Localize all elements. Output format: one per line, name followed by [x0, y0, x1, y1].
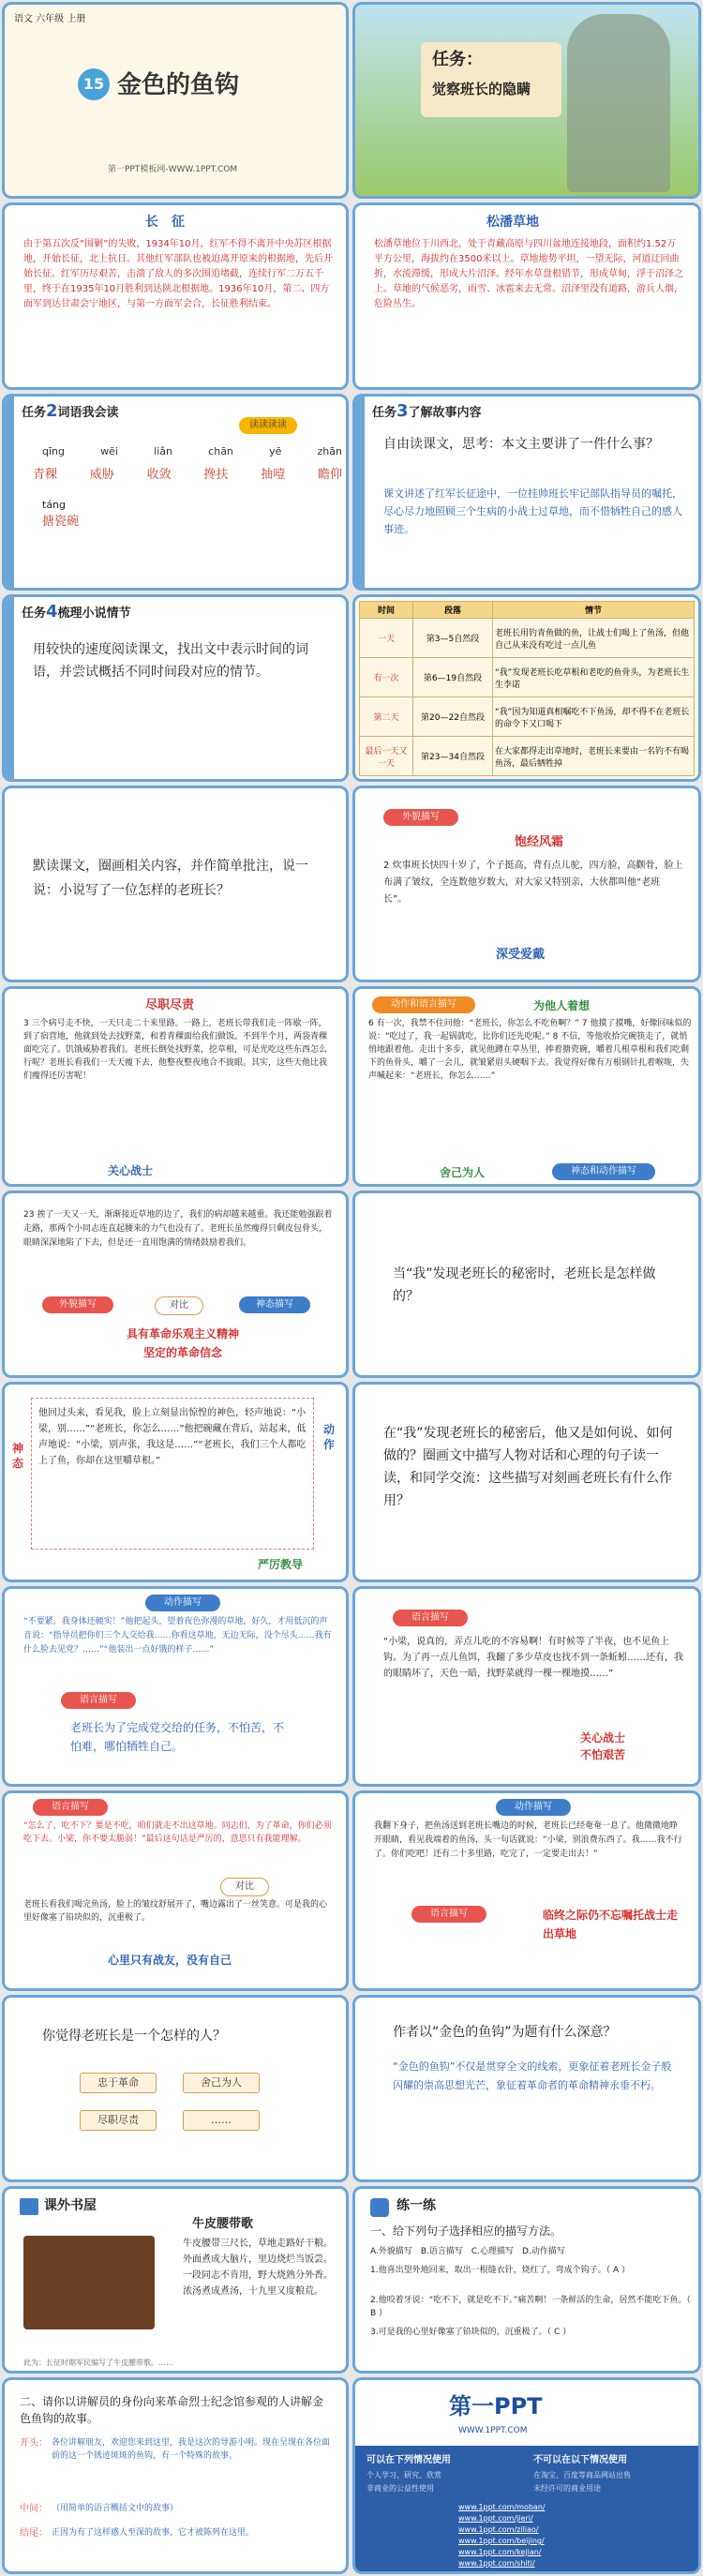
table-row	[360, 619, 695, 658]
part-text: 各位讲解朋友，欢迎您来到这里，我是这次的导游小明。现在呈现在各位面前的这一个锈迹斑斑的鱼钩，有一个特殊的故事。	[52, 2438, 331, 2461]
task-text: 词语我会读	[57, 406, 119, 420]
column-header: 段落	[413, 602, 493, 619]
table-cell: 最后一天又一天	[360, 737, 413, 776]
trait-pill: 尽职尽责	[80, 2110, 157, 2131]
expression-action-tag: 神态和动作描写	[552, 1163, 655, 1180]
slide-2-long-march	[2, 202, 349, 390]
question: 当“我”发现老班长的秘密时，老班长是怎样做的？	[393, 1266, 656, 1304]
slide-4-words	[2, 394, 349, 591]
slide-10-selfless	[352, 986, 701, 1187]
section-title: 课外书屋	[44, 2198, 97, 2213]
slide-15-mission	[2, 1586, 349, 1787]
trait-pill: 忠于革命	[80, 2073, 157, 2093]
word: 收敛	[146, 468, 172, 482]
pencil-icon	[370, 2198, 389, 2217]
forbidden-item: 未经许可的商业用途	[533, 2484, 601, 2493]
question: 作者以“金色的鱼钩”为题有什么深意？	[393, 2025, 617, 2040]
table-cell: 第23—34自然段	[413, 737, 493, 776]
annotation-bottom: 具有革命乐观主义精神 坚定的革命信念	[126, 1327, 239, 1359]
slide-8-appearance	[352, 786, 701, 982]
accent-bar	[5, 597, 14, 779]
link[interactable]: www.1ppt.com/moban/	[458, 2503, 546, 2511]
slide-24-license	[352, 2377, 701, 2574]
table-cell: 一天	[360, 619, 413, 658]
slide-20-title-meaning	[352, 1995, 701, 2182]
slide-7-prompt	[2, 786, 349, 982]
question: 你觉得老班长是一个怎样的人？	[42, 2029, 226, 2044]
book-icon	[20, 2198, 38, 2215]
passage: 6 有一次，我禁不住问他：“老班长，你怎么不吃鱼啊？” 7 他摸了摸嘴，好像回味似的说：“吃过了，我一起锅就吃，比你们还先吃呢。” 8 不信，等他收拾完碗筷走了，就悄悄地跟着他。走出十多步，就见他蹲在草丛里，捧着搪瓷碗，嚼着几根草根和我们吃剩下的鱼骨头，嚼了一会儿，就皱紧眉头硬咽下去。我觉得好像有万根钢针扎着喉咙，失声喊起来：“老班长，你怎么……”	[368, 1019, 692, 1081]
instructions: 用较快的速度阅读课文，找出文中表示时间的词语，并尝试概括不同时间段对应的情节。	[33, 642, 308, 680]
annotation-right: 关心战士 不怕艰苦	[580, 1731, 626, 1761]
slide-18-last-words	[352, 1790, 701, 1991]
annotation-bottom: 舍己为人	[440, 1166, 486, 1179]
section-body: 松潘草地位于川西北，处于青藏高原与四川盆地连接地段，面积约1.52万平方公里，海拔约在3500米以上。草地地势平坦，一望无际，河道迂回曲折，水流滞缓，形成大片沼泽。经年水草盘根错节，形成草甸，浮于沼泽之上。草地的气候恶劣，雨雪、冰雹来去无常。沼泽里没有道路，游兵人烟，危险丛生。	[374, 239, 683, 309]
question-heading: 二、请你以讲解员的身份向来革命烈士纪念馆参观的人讲解金色鱼钩的故事。	[20, 2395, 324, 2425]
table-cell: “我”发现老班长吃草根和老吃的鱼骨头，为老班长生生李诺	[493, 658, 695, 697]
expression-tag: 神态描写	[239, 1296, 310, 1313]
slide-1b-task	[352, 2, 701, 199]
prompt-text: 默读课文，圈画相关内容，并作简单批注，说一说：小说写了一位怎样的老班长？	[33, 859, 308, 898]
passage: 我翻下身子，把鱼汤送到老班长嘴边的时候，老班长已经奄奄一息了。他微微地睁开眼睛，看见我端着的鱼汤，头一句话就说：“小梁，别浪费东西了。我……我不行了。你们吃吧！还有二十多里路，吃完了，一定要走出去！”	[374, 1821, 682, 1859]
action-language-tag: 动作和语言描写	[372, 996, 475, 1013]
annotation-bottom: 严厉教导	[258, 1558, 304, 1571]
options: A.外貌描写 B.语言描写 C.心理描写 D.动作描写	[370, 2247, 565, 2256]
lesson-number: 15	[82, 75, 105, 93]
table-row	[360, 697, 695, 737]
link[interactable]: www.1ppt.com/ziliao/	[458, 2525, 539, 2534]
link[interactable]: www.1ppt.com/jieri/	[458, 2514, 533, 2523]
task-prefix: 任务	[22, 607, 47, 621]
word: 搪瓷碗	[42, 515, 80, 529]
sentence-2: 2.他咬着牙说：“吃不下，就是吃不下。”痛苦啊！一条鲜活的生命，居然不能吃下鱼。（ B ）	[370, 2296, 691, 2318]
trait-pill: 舍己为人	[183, 2073, 260, 2093]
passage: “不要紧，我身体还硬实！”他把起头，望着夜色弥漫的草地，好久，才用低沉的声音说：“指导员把你们三个人交给我……你看这草地，无边无际，没个尽头……我有什么脸去见党？……”“他装出一点好饿的样子……”	[23, 1617, 332, 1655]
part-label: 结尾：	[20, 2528, 48, 2539]
accent-bar	[355, 397, 365, 588]
word: 威胁	[89, 468, 114, 482]
trait-pill: ……	[183, 2110, 260, 2131]
slide-22-practice	[352, 2186, 701, 2374]
task-card	[421, 42, 561, 117]
part-label: 中间：	[20, 2504, 48, 2514]
slide-6b-plot-table	[352, 594, 701, 782]
word-row	[33, 464, 342, 482]
pinyin: táng	[42, 499, 67, 511]
table-cell: 第6—19自然段	[413, 658, 493, 697]
plot-table	[359, 601, 695, 776]
table-cell: 老班长用钓青鱼做的鱼，让战士们喝上了鱼汤，但他自己从来没有吃过一点儿鱼	[493, 619, 695, 658]
passage: 23 挨了一天又一天，渐渐接近草地的边了，我们的病却越来越重。我还能勉强跟着走路，那两个小同志连直起腰来的力气也没有了。老班长虽然瘦得只剩皮包骨头，眼睛深深地陷了下去，但是还一直用饱满的情绪鼓励着我们。	[23, 1210, 333, 1248]
table-header	[360, 602, 695, 619]
poem-body: 牛皮腰带三尺长，草地走路好干粮。外面煮成大脑片，里边烧烂当饭尝。一段同志不肯用，野大烧熟分外香。浓汤煮成煮汤，十九里又度粮荒。	[183, 2239, 333, 2297]
pinyin: qīng	[42, 445, 65, 457]
task-prefix: 任务	[372, 406, 397, 420]
task-number: 2	[46, 401, 58, 421]
read-badge: 读读读读	[239, 417, 297, 434]
annotation-label: 饱经风霜	[515, 835, 564, 849]
slide-13-stern	[2, 1382, 349, 1582]
section-title: 松潘草地	[486, 215, 539, 230]
pinyin: chān	[208, 445, 233, 457]
language-tag: 语言描写	[61, 1692, 136, 1709]
language-tag: 语言描写	[393, 1610, 468, 1626]
appearance-tag: 外貌描写	[42, 1296, 113, 1313]
link[interactable]: www.1ppt.com/beijing/	[458, 2537, 545, 2545]
forbidden-title: 不可以在以下情况使用	[533, 2455, 627, 2465]
column-header: 情节	[493, 602, 695, 619]
appearance-tag: 外貌描写	[383, 809, 458, 826]
pinyin: zhān	[317, 445, 342, 457]
answer: “金色的鱼钩”不仅是贯穿全文的线索，更象征着老班长金子般闪耀的崇高思想光芒，象征着革命者的革命精神永垂不朽。	[393, 2060, 672, 2091]
part-text: （用简单的语言概括文中的故事）	[52, 2504, 179, 2513]
passage: 3 三个病号走不快，一天只走二十来里路。一路上，老班长带我们走一阵歇一阵，到了宿营地，他就到处去找野菜，和着青稞面给我们做饭。不到半个月，两袋青稞面吃完了。饥饿威胁着我们。老班长倒处找野菜，挖草根，可是光吃这些东西怎么行呢？老班长看我们一天天瘦下去，他整夜整夜地合不拢眼。其实，这些天他比我们瘦得还厉害呢！	[23, 1019, 328, 1081]
link[interactable]: www.1ppt.com/shiti/	[458, 2559, 535, 2568]
brand-url: WWW.1PPT.COM	[458, 2426, 528, 2435]
slide-3-grassland	[352, 202, 701, 390]
slide-6-plot	[2, 594, 349, 782]
link[interactable]: www.1ppt.com/kejian/	[458, 2548, 542, 2556]
table-cell: 第二天	[360, 697, 413, 737]
pinyin: yē	[269, 445, 282, 457]
task-text: 了解故事内容	[408, 406, 482, 420]
side-label-right: 动作	[323, 1423, 336, 1451]
table-cell: “我”因为知道真相嘱吃不下鱼汤，却不得不在老班长的命令下又口喝下	[493, 697, 695, 737]
grade-label: 语文 六年级 上册	[14, 14, 86, 24]
slide-1-cover	[2, 2, 349, 199]
table-row	[360, 658, 695, 697]
annotation-bottom: 心里只有战友，没有自己	[108, 1954, 232, 1967]
task-text: 觉察班长的隐瞒	[432, 81, 531, 97]
passage: “小梁，说真的，弄点儿吃的不容易啊！有时候等了半夜，也不见鱼上钩。为了再一点儿鱼饵，我翻了多少草皮也找不到一条蚯蚓……还有，我的眼睛坏了，天色一暗，找野菜就得一棵一棵地摸……”	[383, 1637, 683, 1679]
allowed-item: 非商业的公益性使用	[366, 2484, 434, 2493]
contrast-tag: 对比	[155, 1296, 203, 1315]
soldier-illustration	[567, 14, 670, 192]
slide-5-content	[352, 394, 701, 591]
pinyin: wēi	[100, 445, 118, 457]
slide-17-comrades	[2, 1790, 349, 1991]
annotation-top: 尽职尽责	[145, 998, 195, 1012]
sentence-1: 1.他喜出望外地回来，取出一根缝衣针，烧红了，弯成个钩子。（ A ）	[370, 2266, 630, 2275]
question: 自由读课文，思考：本文主要讲了一件什么事？	[383, 437, 659, 452]
logo-panel	[355, 2380, 698, 2446]
slide-9-duty	[2, 986, 349, 1187]
column-header: 时间	[360, 602, 413, 619]
table-cell: 有一次	[360, 658, 413, 697]
task-prefix: 任务	[22, 406, 47, 420]
slide-11-spirit	[2, 1191, 349, 1378]
word: 抽噎	[261, 468, 286, 482]
table-row	[360, 737, 695, 776]
pinyin: liǎn	[154, 445, 172, 457]
section-title: 练一练	[396, 2198, 436, 2213]
action-tag: 动作描写	[145, 1595, 220, 1611]
word: 瞻仰	[317, 468, 342, 482]
sentence-3: 3.可是我的心里好像塞了铅块似的，沉重极了。（ C ）	[370, 2328, 572, 2337]
accent-bar	[5, 397, 14, 588]
section-title: 长 征	[145, 215, 185, 230]
task-heading	[22, 401, 119, 421]
task-number: 4	[46, 602, 58, 622]
belt-photo	[23, 2236, 155, 2329]
part-label: 开头：	[20, 2438, 48, 2449]
word: 青稞	[33, 468, 58, 482]
part-text: 正因为有了这样感人至深的故事，它才被陈列在这里。	[52, 2528, 255, 2538]
answer: 课文讲述了红军长征途中，一位挂帅班长牢记部队指导员的嘱托，尽心尽力地照顾三个生病的小战士过草地，而不惜牺牲自己的感人事迹。	[383, 487, 682, 535]
allowed-title: 可以在下列情况使用	[366, 2455, 451, 2465]
annotation-bottom: 老班长为了完成党交给的任务，不怕苦，不怕难，哪怕牺牲自己。	[70, 1721, 285, 1753]
lesson-title: 金色的鱼钩	[117, 71, 240, 99]
action-tag: 动作描写	[496, 1799, 571, 1816]
task-text: 梳理小说情节	[57, 607, 131, 621]
passage: 他回过头来，看见我，脸上立刻显出惊惶的神色，轻声地说：“小梁，别……”“老班长，你怎么……”他把碗藏在背后，站起来，低声地说：“小梁，别声张，我这是……”“老班长，我们三个人都吃上了鱼，你却在这里嚼草根。”	[38, 1408, 307, 1466]
site-footer: 第一PPT模板网-WWW.1PPT.COM	[108, 165, 238, 174]
annotation-right: 临终之际仍不忘嘱托战士走出草地	[543, 1909, 679, 1940]
side-label-left: 神态	[12, 1442, 24, 1470]
poem-title: 牛皮腰带歌	[192, 2217, 254, 2231]
pinyin-row	[42, 445, 342, 457]
task-number: 3	[396, 401, 409, 421]
slide-19-character	[2, 1995, 349, 2182]
passage: 2 炊事班长快四十岁了，个子挺高，背有点儿驼，四方脸，高颧骨，脸上布满了皱纹，全连数他岁数大，对大家又特别亲，大伙都叫他“老班长”。	[383, 861, 683, 905]
task-heading	[22, 602, 131, 622]
question-heading: 一、给下列句子选择相应的描写方法。	[370, 2224, 562, 2238]
slide-12-question	[352, 1191, 701, 1378]
slide-21-reading	[2, 2186, 349, 2374]
table-cell: 在大家都得走出草地时，老班长来要由一名钓不有喝鱼汤，最后牺牲掉	[493, 737, 695, 776]
table-cell: 第20—22自然段	[413, 697, 493, 737]
section-body: 由于第五次反“围剿”的失败，1934年10月，红军不得不离开中央苏区根据地，开始长征，北上抗日。其他红军部队也被迫离开原来的根据地，先后开始长征。红军历尽艰苦，击溃了敌人的多次围追堵截，连续行军二万五千里，终于在1935年10月胜利到达陕北根据地。1936年10月，第二、四方面军到达甘肃会宁地区，与第一方面军会合，长征胜利结束。	[23, 239, 333, 309]
language-tag: 语言描写	[33, 1799, 108, 1816]
slide-14-question	[352, 1382, 701, 1582]
slide-23-guide	[2, 2377, 349, 2574]
allowed-item: 个人学习、研究、欣赏	[366, 2471, 441, 2479]
language-tag: 语言描写	[411, 1906, 486, 1923]
task-label: 任务：	[432, 50, 483, 69]
forbidden-item: 在淘宝、百度等商品网站出售	[533, 2471, 631, 2479]
annotation-bottom: 关心战士	[108, 1164, 154, 1177]
passage: “怎么了，吃不下？要是不吃，咱们就走不出这草地。同志们，为了革命，你们必须吃下去。小梁，你不要太脆弱！”最后这句话是严厉的，意思只有我能理解。	[23, 1821, 332, 1844]
slide-16-hardship	[352, 1586, 701, 1787]
annotation-top: 为他人着想	[533, 999, 591, 1012]
question: 在“我”发现老班长的秘密后，他又是如何说、如何做的？圈画文中描写人物对话和心理的句子读一读，和同学交流：这些描写对刻画老班长有什么作用？	[383, 1426, 673, 1508]
table-cell: 第3—5自然段	[413, 619, 493, 658]
annotation-bottom: 深受爱戴	[496, 948, 546, 962]
contrast-tag: 对比	[220, 1878, 269, 1896]
poem-note: 此为：长征时期军民编写了牛皮腰带歌。……	[23, 2359, 173, 2367]
passage-2: 老班长看我们喝完鱼汤，脸上的皱纹舒展开了，嘴边露出了一丝笑意。可是我的心里好像塞了铅块似的，沉重极了。	[23, 1900, 328, 1923]
word: 搀扶	[203, 468, 229, 482]
brand-logo: 第一PPT	[449, 2393, 543, 2419]
task-heading	[372, 401, 482, 421]
lesson-number-badge	[78, 68, 110, 100]
